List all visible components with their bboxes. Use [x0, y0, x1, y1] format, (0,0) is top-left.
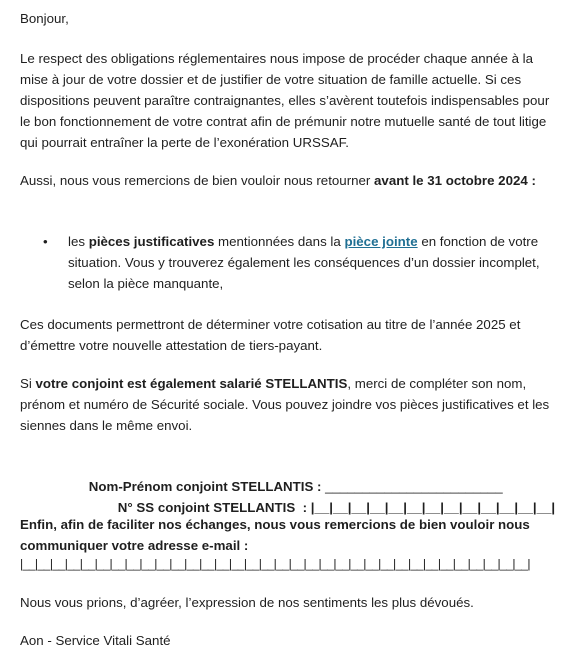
spouse-ss-field[interactable]: |__|__|__|__|__|__|__|__|__|__|__|__|__|	[310, 500, 556, 515]
email-field[interactable]: |__|__|__|__|__|__|__|__|__|__|__|__|__|__|__|__|__|__|__|__|__|__|__|__|__|__|__|__|__|__|__|__|__|__|	[20, 557, 530, 571]
bullet-post: en fonction de votre situation. Vous y trouverez également les conséquences d’un dossier incomplet, selon la pièce manquante,	[68, 234, 540, 291]
attachment-link[interactable]: pièce jointe	[344, 234, 418, 249]
spouse-ss-label: N° SS conjoint STELLANTIS :	[117, 500, 311, 515]
closing-line: Nous vous prions, d’agréer, l’expression de nos sentiments les plus dévoués.	[20, 595, 474, 610]
bullet-bold: pièces justificatives	[88, 234, 215, 249]
spouse-pre: Si	[20, 376, 36, 391]
paragraph-email: Enfin, afin de faciliter nos échanges, nous vous remercions de bien vouloir nous communiquer votre adresse e-mail :	[20, 517, 530, 553]
greeting: Bonjour,	[20, 11, 69, 26]
paragraph-documents: Ces documents permettront de déterminer votre cotisation au titre de l’année 2025 et d’émettre votre nouvelle attestation de tiers-payant.	[20, 317, 521, 353]
bullet-marker: •	[43, 234, 48, 249]
paragraph-deadline	[20, 170, 560, 191]
spouse-name-label: Nom-Prénom conjoint STELLANTIS :	[88, 479, 326, 494]
signature: Aon - Service Vitali Santé	[20, 633, 171, 648]
bullet-mid: mentionnées dans la	[214, 234, 345, 249]
bullet-pre: les	[68, 234, 89, 249]
spouse-bold: votre conjoint est également salarié STELLANTIS	[35, 376, 348, 391]
paragraph-obligations: Le respect des obligations réglementaires nous impose de procéder chaque année à la mise à jour de votre dossier et de justifier de votre situation de famille actuelle. Si ces dispositions peuvent paraître contraignantes, elles s’avèrent toutefois indispensables pour le bon fonctionnement de votre contrat afin de prémunir notre mutuelle santé de tout litige qui pourrait entraîner la perte de l’exonération URSSAF.	[20, 51, 550, 150]
deadline-intro: Aussi, nous vous remercions de bien vouloir nous retourner	[20, 173, 375, 188]
spouse-post: , merci de compléter son nom, prénom et numéro de Sécurité sociale. Vous pouvez joindre vos pièces justificatives et les siennes dans le même envoi.	[20, 376, 550, 433]
paragraph-spouse	[20, 373, 560, 436]
bullet-text	[68, 231, 558, 294]
deadline-date: avant le 31 octobre 2024 :	[374, 173, 536, 188]
spouse-name-field[interactable]: ________________________	[325, 479, 503, 494]
